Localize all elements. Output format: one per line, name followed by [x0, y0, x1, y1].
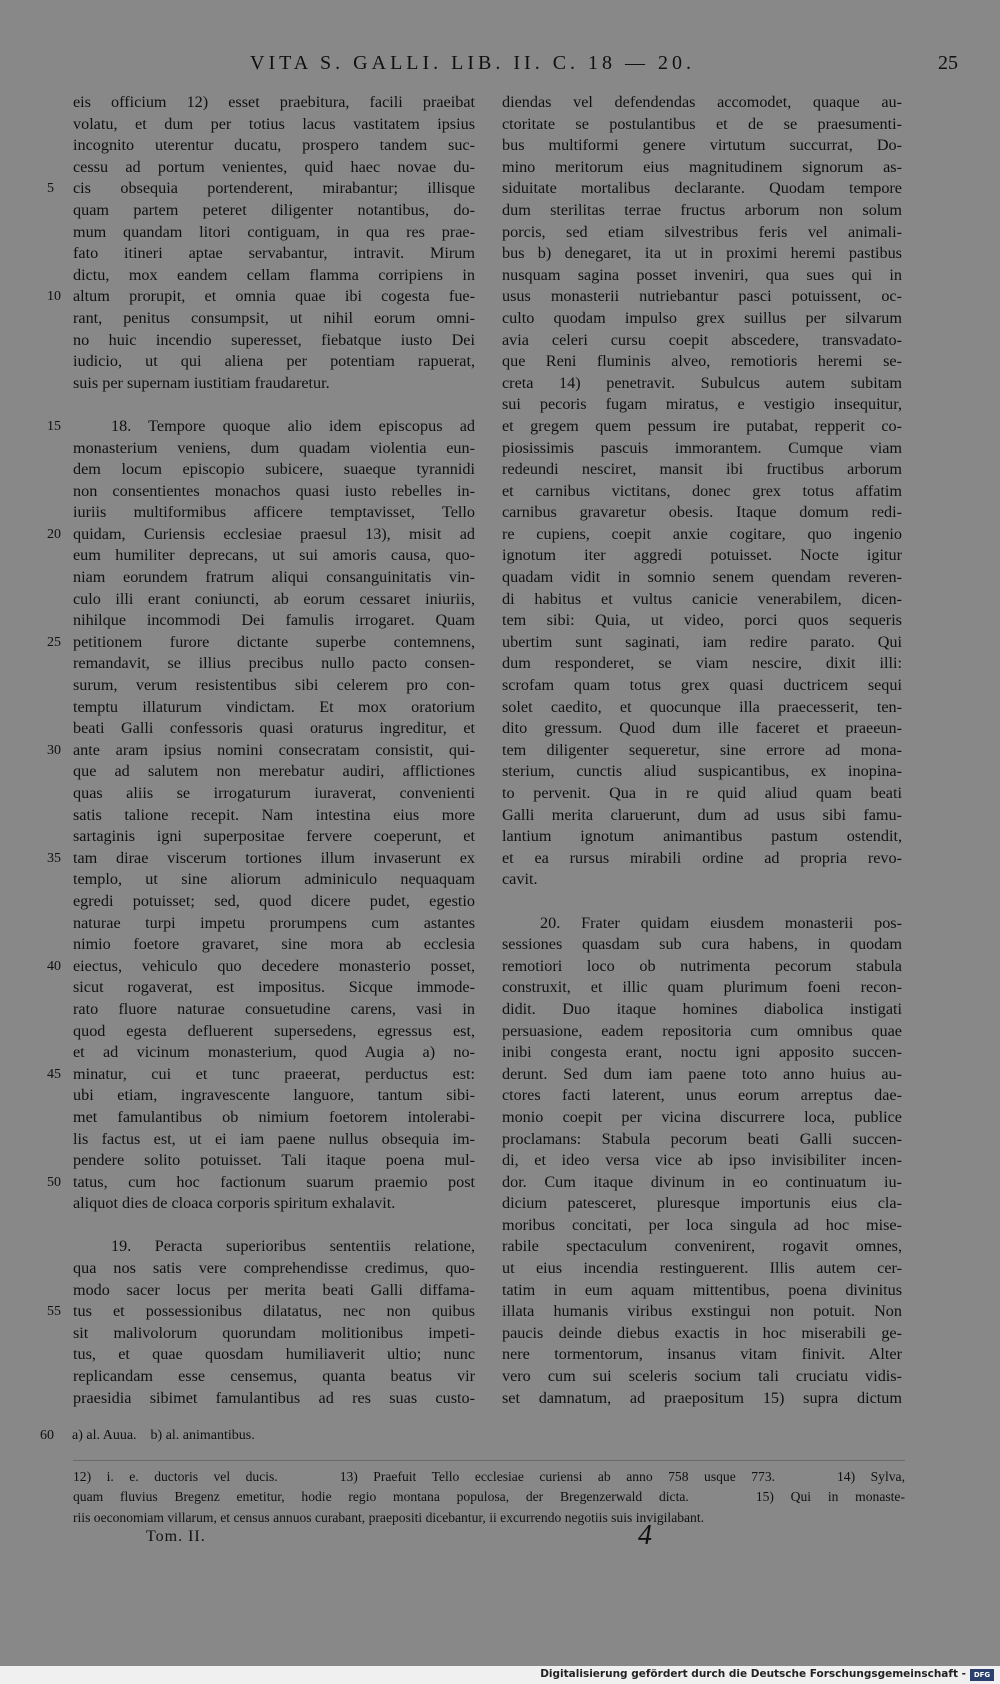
- text-line: sartaginis igni superpositae fervere coeperunt, et: [73, 827, 475, 846]
- text-line: proclamans: Stabula pecorum beati Galli succen-: [502, 1129, 902, 1148]
- text-line: remotiori loco ob nutrimenta pecorum stabula: [502, 956, 902, 975]
- line-text: minatur, cui et tunc praeerat, perductus est:: [73, 1064, 475, 1083]
- line-number: 25: [47, 634, 61, 650]
- text-line: di, et ideo versa vice ab ipso invisibiliter incen-: [502, 1151, 902, 1170]
- text-line: [47, 1172, 475, 1194]
- text-line: quadam vidit in somnio senem quendam reveren-: [502, 568, 902, 587]
- text-line: piosissimis pascuis immorantem. Cumque viam: [502, 438, 902, 457]
- text-line: ubi etiam, ingravescente languore, tantum sibi-: [73, 1086, 475, 1105]
- text-line: cessu ad portum venientes, quid haec novae du-: [73, 157, 475, 176]
- text-line: [47, 740, 475, 762]
- digitization-credit-text: Digitalisierung gefördert durch die Deutsche Forschungsgemeinschaft -: [540, 1668, 966, 1680]
- text-line: [47, 956, 475, 978]
- text-line: ut eius incendia restinguerent. Illis autem cer-: [502, 1259, 902, 1278]
- line-text: 18. Tempore quoque alio idem episcopus ad: [111, 416, 475, 435]
- text-line: dum responderet, se viam nescire, dixit illi:: [502, 654, 902, 673]
- text-line: qua nos satis vere comprehendisse credimus, quo-: [73, 1259, 475, 1278]
- text-line: nimio foetore gravaret, sine mora ab ecclesia: [73, 935, 475, 954]
- line-number: 50: [47, 1174, 61, 1190]
- text-line: sterium, cunctis aliud suspicantibus, ex inopina-: [502, 762, 902, 781]
- text-line: di habitus et vultus canicie venerabilem, dicen-: [502, 589, 902, 608]
- text-line: moribus concitati, per loca singula ad hoc mise-: [502, 1215, 902, 1234]
- text-line: construxit, et illic quam plurimum foeni recon-: [502, 978, 902, 997]
- text-line: volatu, et dum per totius lacus vastitatem ipsius: [73, 114, 475, 133]
- text-line: nusquam sagina posset inveniri, qua sues qui in: [502, 265, 902, 284]
- text-line: siduitate mortalibus declarante. Quodam tempore: [502, 179, 902, 198]
- text-line: set damnatum, ad praepositum 15) supra dictum: [502, 1388, 902, 1407]
- text-line: persuasione, eadem repositoria cum omnibus quae: [502, 1021, 902, 1040]
- text-line: Galli merita claruerunt, dum ad usus sibi famu-: [502, 805, 902, 824]
- text-line: rant, penitus consumpsit, ut nihil eorum omni-: [73, 308, 475, 327]
- text-line: dictu, mox eandem cellam flamma corripiens in: [73, 265, 475, 284]
- text-line: eum humiliter deprecans, ut sui amoris causa, quo-: [73, 546, 475, 565]
- text-line: lantium ignotum animantibus pastum ostendit,: [502, 827, 902, 846]
- text-line: lis factus est, ut ei iam paene nullus obsequia im-: [73, 1129, 475, 1148]
- text-line: iuriis multiformibus afficere temptavisset, Tello: [73, 503, 475, 522]
- line-number: 5: [47, 181, 54, 197]
- text-line: creta 14) penetravit. Subulcus autem subitam: [502, 373, 902, 392]
- line-number: 55: [47, 1304, 61, 1320]
- text-line: rato fluore naturae consuetudine carens, vasi in: [73, 999, 475, 1018]
- text-line: met famulantibus ob nimium foetorem intolerabi-: [73, 1107, 475, 1126]
- text-line: suis per supernam iustitiam fraudaretur.: [73, 373, 330, 392]
- line-text: tus et possessionibus dilatatus, nec non quibus: [73, 1302, 475, 1321]
- paragraph-gap: [73, 1215, 475, 1237]
- text-line: re cupiens, coepit anxie cogitare, quo ingenio: [502, 524, 902, 543]
- text-line: [47, 524, 475, 546]
- text-line: tatim in eum aquam mittentibus, poena divinitus: [502, 1280, 902, 1299]
- text-line: incognito uterentur ducatu, prospero tandem suc-: [73, 136, 475, 155]
- text-line: derunt. Sed dum iam paene toto anno huius au-: [502, 1064, 902, 1083]
- text-line: [47, 848, 475, 870]
- variant-readings: [40, 1428, 910, 1444]
- line-text: altum prorupit, et omnia quae ibi cogesta fue-: [73, 287, 475, 306]
- text-line: aliquot dies de cloaca corporis spiritum exhalavit.: [73, 1194, 396, 1213]
- text-line: 19. Peracta superioribus sententiis relatione,: [111, 1237, 475, 1256]
- text-line: templo, ut sine aliorum adminiculo nequaquam: [73, 870, 475, 889]
- text-line: bus multiformi genere virtutum succurrat, Do-: [502, 136, 902, 155]
- text-line: mum quandam litori contiguam, in qua res prae-: [73, 222, 475, 241]
- text-line: satis talione recepit. Nam intestina eius more: [73, 805, 475, 824]
- text-line: nihilque incommodi Dei famulis irrogaret. Quam: [73, 611, 475, 630]
- text-line: temptu illaturum vindictam. Et mox oratorium: [73, 697, 475, 716]
- footnote-divider: [73, 1460, 905, 1461]
- line-number: 45: [47, 1066, 61, 1082]
- footnotes: [73, 1467, 905, 1528]
- text-line: dicium patesceret, pluresque importunis eius cla-: [502, 1194, 902, 1213]
- digitization-credit-bar: [0, 1666, 1000, 1684]
- text-line: et carnibus victitans, donec grex totus affatim: [502, 481, 902, 500]
- paragraph-gap: [502, 891, 902, 913]
- text-line: culo illi erant coniuncti, ab eorum cessaret iniuriis,: [73, 589, 475, 608]
- text-line: et gregem quem pessum ire putabat, repperit co-: [502, 416, 902, 435]
- text-line: dem locum episcopio subicere, suaeque tyrannidi: [73, 460, 475, 479]
- text-line: niam eorundem fratrum aliqui consanguinitatis vin-: [73, 568, 475, 587]
- text-line: ctoritate se postulantibus et de se praesumenti-: [502, 114, 902, 133]
- dfg-logo-icon: DFG: [970, 1669, 994, 1681]
- text-line: solet caedito, et quocunque illa praecesserit, ten-: [502, 697, 902, 716]
- tome-label: Tom. II.: [146, 1528, 206, 1545]
- text-line: et ea rursus mirabili ordine ad propria revo-: [502, 848, 902, 867]
- text-line: bus b) denegaret, ita ut in proximi heremi pastibus: [502, 244, 902, 263]
- text-line: ubertim sunt saginati, iam redire parato. Qui: [502, 632, 902, 651]
- text-line: 20. Frater quidam eiusdem monasterii pos-: [540, 913, 902, 932]
- text-line: tus, et quae quosdam humiliaverit ultio; nunc: [73, 1345, 475, 1364]
- text-line: culto quodam impulso grex suillus per silvarum: [502, 308, 902, 327]
- text-line: nere tormentorum, insanus vitam finivit. Alter: [502, 1345, 902, 1364]
- text-line: quod egesta defluerent supersedens, egressus est,: [73, 1021, 475, 1040]
- text-line: rabile spectaculum convenirent, rogavit omnes,: [502, 1237, 902, 1256]
- line-text: cis obsequia portenderent, mirabantur; illisque: [73, 179, 475, 198]
- line-number: 10: [47, 289, 61, 305]
- text-line: que ad salutem non merebatur audiri, afflictiones: [73, 762, 475, 781]
- text-line: dor. Cum itaque divinum in eo continuatum iu-: [502, 1172, 902, 1191]
- text-line: carnibus gravaretur obesis. Itaque domum redi-: [502, 503, 902, 522]
- variant-line-number: 60: [40, 1428, 54, 1443]
- text-line: monio coepit per vicina discurrere loca, publice: [502, 1107, 902, 1126]
- line-text: tatus, cum hoc factionum suarum praemio post: [73, 1172, 475, 1191]
- left-text-column: [47, 92, 475, 1409]
- footnote-line: riis oeconomiam villarum, et census annuos curabant, praepositi dicebantur, ii excurrendo negotiis suis invigilabant.: [73, 1509, 705, 1525]
- line-text: quidam, Curiensis ecclesiae praesul 13), misit ad: [73, 524, 475, 543]
- line-number: 20: [47, 526, 61, 542]
- text-line: pendere solito potuisset. Tali itaque poena mul-: [73, 1151, 475, 1170]
- text-line: tem diligenter sequeretur, sine errore ad mona-: [502, 740, 902, 759]
- text-line: [47, 1064, 475, 1086]
- line-text: petitionem furore dictante superbe contemnens,: [73, 632, 475, 651]
- text-line: didit. Duo itaque homines diabolica instigati: [502, 999, 902, 1018]
- text-line: [47, 178, 475, 200]
- text-line: beati Galli confessoris quasi oraturus ingreditur, et: [73, 719, 475, 738]
- line-text: eiectus, vehiculo quo decedere monasterio posset,: [73, 956, 475, 975]
- text-line: quam partem peteret diligenter notantibus, do-: [73, 200, 475, 219]
- line-number: 35: [47, 850, 61, 866]
- text-line: dito gressum. Quod dum ille faceret et praeeun-: [502, 719, 902, 738]
- text-line: modo sacer locus per merita beati Galli diffama-: [73, 1280, 475, 1299]
- text-line: fato itineri aptae servabantur, intravit. Mirum: [73, 244, 475, 263]
- text-line: que Reni fluminis alveo, remotioris heremi se-: [502, 352, 902, 371]
- page-header: [40, 52, 960, 80]
- text-line: paucis deinde diebus exactis in hoc miserabili ge-: [502, 1323, 902, 1342]
- text-line: praesidia sibimet famulantibus ad res suas custo-: [73, 1388, 475, 1407]
- text-line: ctores facti laterent, unus eorum arreptus dae-: [502, 1086, 902, 1105]
- text-line: avia celeri cursu coepit abscedere, transvadato-: [502, 330, 902, 349]
- text-line: [47, 286, 475, 308]
- running-title: VITA S. GALLI. LIB. II. C. 18 — 20.: [250, 52, 696, 74]
- text-line: sicut rogaverat, est impositus. Sicque immode-: [73, 978, 475, 997]
- text-line: ignotum iter aggredi potuisset. Nocte igitur: [502, 546, 902, 565]
- text-line: [47, 632, 475, 654]
- text-line: sit malivolorum quorundam molitionibus impeti-: [73, 1323, 475, 1342]
- text-line: porcis, sed etiam silvestribus feris vel animali-: [502, 222, 902, 241]
- text-line: mino meritorum eius magnitudinem signorum as-: [502, 157, 902, 176]
- page-number: 25: [938, 52, 958, 74]
- text-line: to pervenit. Qua in re quid aliud quam beati: [502, 784, 902, 802]
- right-text-column: [502, 92, 902, 1409]
- text-line: [47, 1301, 475, 1323]
- text-line: non consentientes monachos quasi iusto rebelles in-: [73, 481, 475, 500]
- text-line: no huic incendio superesset, fiebatque iusto Dei: [73, 330, 475, 349]
- text-line: redeundi nesciret, mansit ibi fructibus arborum: [502, 460, 902, 479]
- text-line: replicandam esse censemus, quanta beatus vir: [73, 1367, 475, 1386]
- text-line: eis officium 12) esset praebitura, facili praeibat: [73, 93, 475, 111]
- text-line: usus monasterii nutriebantur pasci potuissent, oc-: [502, 287, 902, 306]
- text-line: dum sterilitas terrae fructus arborum non solum: [502, 200, 902, 219]
- text-line: [47, 416, 475, 438]
- line-number: 40: [47, 958, 61, 974]
- text-line: quas aliis se irrogaturum iuraverat, convenienti: [73, 784, 475, 802]
- line-number: 15: [47, 418, 61, 434]
- text-line: tem sibi: Quia, ut video, porci quos sequeris: [502, 611, 902, 630]
- footnote-line: 12) i. e. ductoris vel ducis. 13) Praefuit Tello ecclesiae curiensi ab anno 758 usque 773. 14) Sylva,: [73, 1469, 905, 1484]
- text-line: cavit.: [502, 870, 538, 889]
- sheet-signature: 4: [638, 1520, 652, 1551]
- text-line: et ad vicinum monasterium, quod Augia a) no-: [73, 1043, 475, 1062]
- text-line: remandavit, se illius precibus nullo pacto consen-: [73, 654, 475, 673]
- text-line: scrofam quam totus grex quasi ductricem sequi: [502, 676, 902, 695]
- line-text: ante aram ipsius nomini consecratam consistit, qui-: [73, 740, 475, 759]
- text-line: sessiones quasdam sub cura habens, in quodam: [502, 935, 902, 954]
- text-line: monasterium veniens, dum quadam violentia eun-: [73, 438, 475, 457]
- text-line: iudicio, ut qui aliena per potentiam rapuerat,: [73, 352, 475, 371]
- line-text: tam dirae viscerum tortiones illum invaserunt ex: [73, 848, 475, 867]
- variant-readings-text: a) al. Auua. b) al. animantibus.: [72, 1428, 255, 1443]
- text-line: diendas vel defendendas accomodet, quaque au-: [502, 93, 902, 111]
- text-line: surum, verum resistentibus sibi celerem pro con-: [73, 676, 475, 695]
- text-line: naturae turpi impetu prorumpens cum astantes: [73, 913, 475, 932]
- text-line: inibi congesta erant, noctu igni apposito succen-: [502, 1043, 902, 1062]
- paragraph-gap: [73, 394, 475, 416]
- footnote-line: quam fluvius Bregenz emetitur, hodie regio montana populosa, der Bregenzerwald dicta. 15) Qui in monaste-: [73, 1489, 905, 1505]
- text-line: egredi potuisset; sed, quod dicere pudet, egestio: [73, 891, 475, 910]
- line-number: 30: [47, 742, 61, 758]
- text-line: illata humanis viribus exstingui non potuit. Non: [502, 1302, 902, 1321]
- text-line: sui pecoris fugam miratus, e vestigio insequitur,: [502, 395, 902, 414]
- text-line: vero cum sui sceleris socium tali cruciatu vidis-: [502, 1367, 902, 1386]
